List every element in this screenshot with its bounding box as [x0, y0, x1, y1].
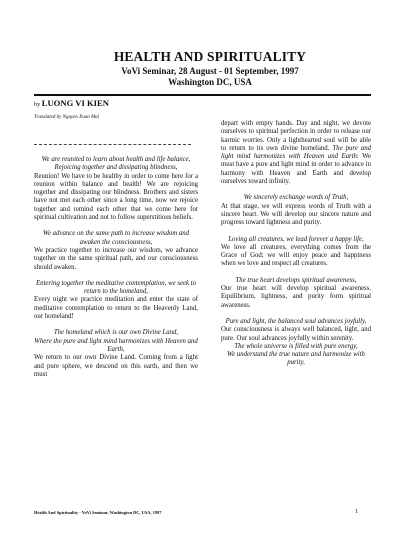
paragraph: depart with empty hands. Day and night, we devote ourselves to spiritual perfection in order to release our karmic worries. Only a lighthearted soul will be able to return to its own divine homeland. The pure and light mind harmonizes with Heaven and Earth: We must have a pure and light mind in order to advance in harmony with Heaven and Earth and develop ourselves toward infinity.	[221, 120, 371, 186]
paragraph: Every night we practice meditation and enter the state of meditative contemplation to return to the Heavenly Land, our homeland!	[34, 296, 198, 321]
page-title: HEALTH AND SPIRITUALITY	[113, 49, 307, 64]
section-divider	[34, 144, 191, 145]
verse: The true heart develops spiritual awareness,	[235, 276, 357, 284]
location-subtitle: Washington DC, USA	[168, 77, 252, 87]
paragraph: At that stage, we will express words of Truth with a sincere heart. We will develop our sincere nature and progress toward lightness and purity.	[221, 202, 371, 227]
title-divider	[34, 94, 371, 96]
byline	[34, 98, 109, 108]
paragraph: We love all creatures, everything comes from the Grace of God; we will enjoy peace and happiness when we love and respect all creatures.	[221, 243, 371, 268]
verse: We sincerely exchange words of Truth,	[243, 194, 349, 202]
byline-prefix: by	[34, 101, 42, 108]
paragraph: We practice together to increase our wisdom, we advance together on the same spiritual path, and our consciousness should awaken.	[34, 246, 198, 271]
verse: Entering together the meditative contemplation, we seek to return to the homeland,	[35, 279, 197, 296]
author-name: LUONG VI KIEN	[41, 98, 109, 108]
verse: Loving all creatures, we lead forever a happy life,	[228, 235, 364, 243]
page-number: 1	[355, 509, 358, 515]
right-column	[221, 120, 371, 368]
seminar-subtitle: VoVi Seminar, 28 August - 01 September, 1997	[121, 66, 299, 76]
verse: We are reunited to learn about health and life balance, Rejoicing together and dissipating blindness,	[41, 156, 191, 172]
paragraph: Our true heart will develop spiritual awareness. Equilibrium, lightness, and purity form spiritual awareness.	[221, 285, 371, 309]
verse: We advance on the same path to increase wisdom and awaken the consciousness,	[42, 230, 190, 246]
left-column	[34, 156, 198, 379]
page-footer: Health And Spirituality - VoVi Seminar, Washington DC, USA, 1997	[34, 510, 162, 515]
verse: The homeland which is our own Divine Land, Where the pure and light mind harmonizes with Heaven and Earth,	[34, 329, 198, 353]
translator-credit: Translated by Nguyen Xuan Mai	[34, 115, 99, 120]
verse: Pure and light, the balanced soul advances joyfully,	[225, 317, 367, 325]
paragraph: Reunion! We have to be healthy in order to come here for a reunion within balance and health! We are rejoicing together and dissipating our blindness. Brothers and sisters have not met each other since a long time, now we rejoice together and remind each other that we come here for spiritual cultivation and not to follow superstitious beliefs.	[34, 172, 198, 222]
paragraph: We return to our own Divine Land. Coming from a light and pure sphere, we descend on this earth, and then we must	[34, 354, 198, 378]
verse: The whole universe is filled with pure energy, We understand the true nature and harmonize with purity,	[227, 342, 365, 367]
paragraph: Our consciousness is always well balanced, light, and pure. Our soul advances joyfully within serenity.	[221, 326, 371, 342]
